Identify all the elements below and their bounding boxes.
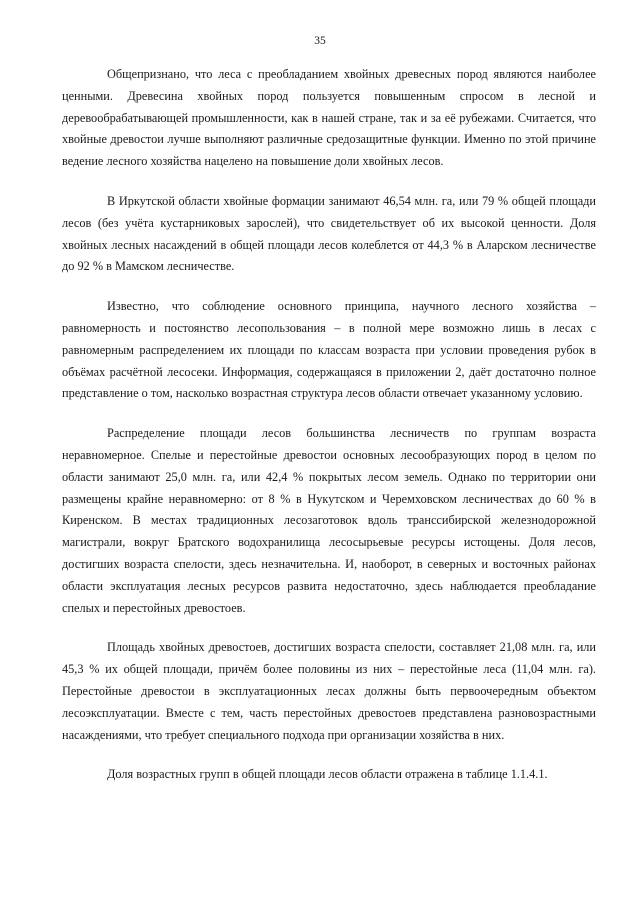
- paragraph-forest-management-principle: Известно, что соблюдение основного принципа, научного лесного хозяйства – равномерность и постоянство лесопользования – в полной мере возможно лишь в лесах с равномерным распределением их площади по классам возраста при условии проведения рубок в объёмах расчётной лесосеки. Информация, содержащаяся в приложении 2, даёт достаточно полное представление о том, насколько возрастная структура лесов области отвечает указанному условию.: [62, 299, 596, 401]
- paragraph-coniferous-value: Общепризнано, что леса с преобладанием хвойных древесных пород являются наиболее ценными. Древесина хвойных пород пользуется повышенным спросом в лесной и деревообрабатывающей промышленности, как в нашей стране, так и за её рубежами. Считается, что хвойные древостои лучше выполняют различные средозащитные функции. Именно по этой причине ведение лесного хозяйства нацелено на повышение доли хвойных лесов.: [62, 67, 596, 169]
- page-number: 35: [314, 35, 326, 47]
- paragraph-table-reference: Доля возрастных групп в общей площади лесов области отражена в таблице 1.1.4.1.: [107, 767, 548, 782]
- document-body: [62, 64, 596, 804]
- paragraph-irkutsk-coniferous-share: В Иркутской области хвойные формации занимают 46,54 млн. га, или 79 % общей площади лесов (без учёта кустарниковых зарослей), что свидетельствует об их высокой ценности. Доля хвойных лесных насаждений в общей площади лесов колеблется от 44,3 % в Аларском лесничестве до 92 % в Мамском лесничестве.: [62, 193, 596, 274]
- paragraph-mature-coniferous-area: Площадь хвойных древостоев, достигших возраста спелости, составляет 21,08 млн. га, или 45,3 % их общей площади, причём более половины из них – перестойные леса (11,04 млн. га). Перестойные древостои в эксплуатационных лесах должны быть первоочередным объектом лесоэксплуатации. Вместе с тем, часть перестойных древостоев представлена разновозрастными насаждениями, что требует специального подхода при организации хозяйства в них.: [62, 640, 596, 742]
- paragraph-age-distribution: Распределение площади лесов большинства лесничеств по группам возраста неравномерное. Спелые и перестойные древостои основных лесообразующих пород в целом по области занимают 25,0 млн. га, или 42,4 % покрытых лесом земель. Однако по территории они размещены крайне неравномерно: от 8 % в Нукутском и Черемховском лесничествах до 60 % в Киренском. В местах традиционных лесозаготовок вдоль транссибирской железнодорожной магистрали, вокруг Братского водохранилища лесосырьевые ресурсы истощены. Доля лесов, достигших возраста спелости, здесь незначительна. И, наоборот, в северных и восточных районах области эксплуатация лесных ресурсов развита недостаточно, здесь наблюдается преобладание спелых и перестойных древостоев.: [62, 426, 596, 615]
